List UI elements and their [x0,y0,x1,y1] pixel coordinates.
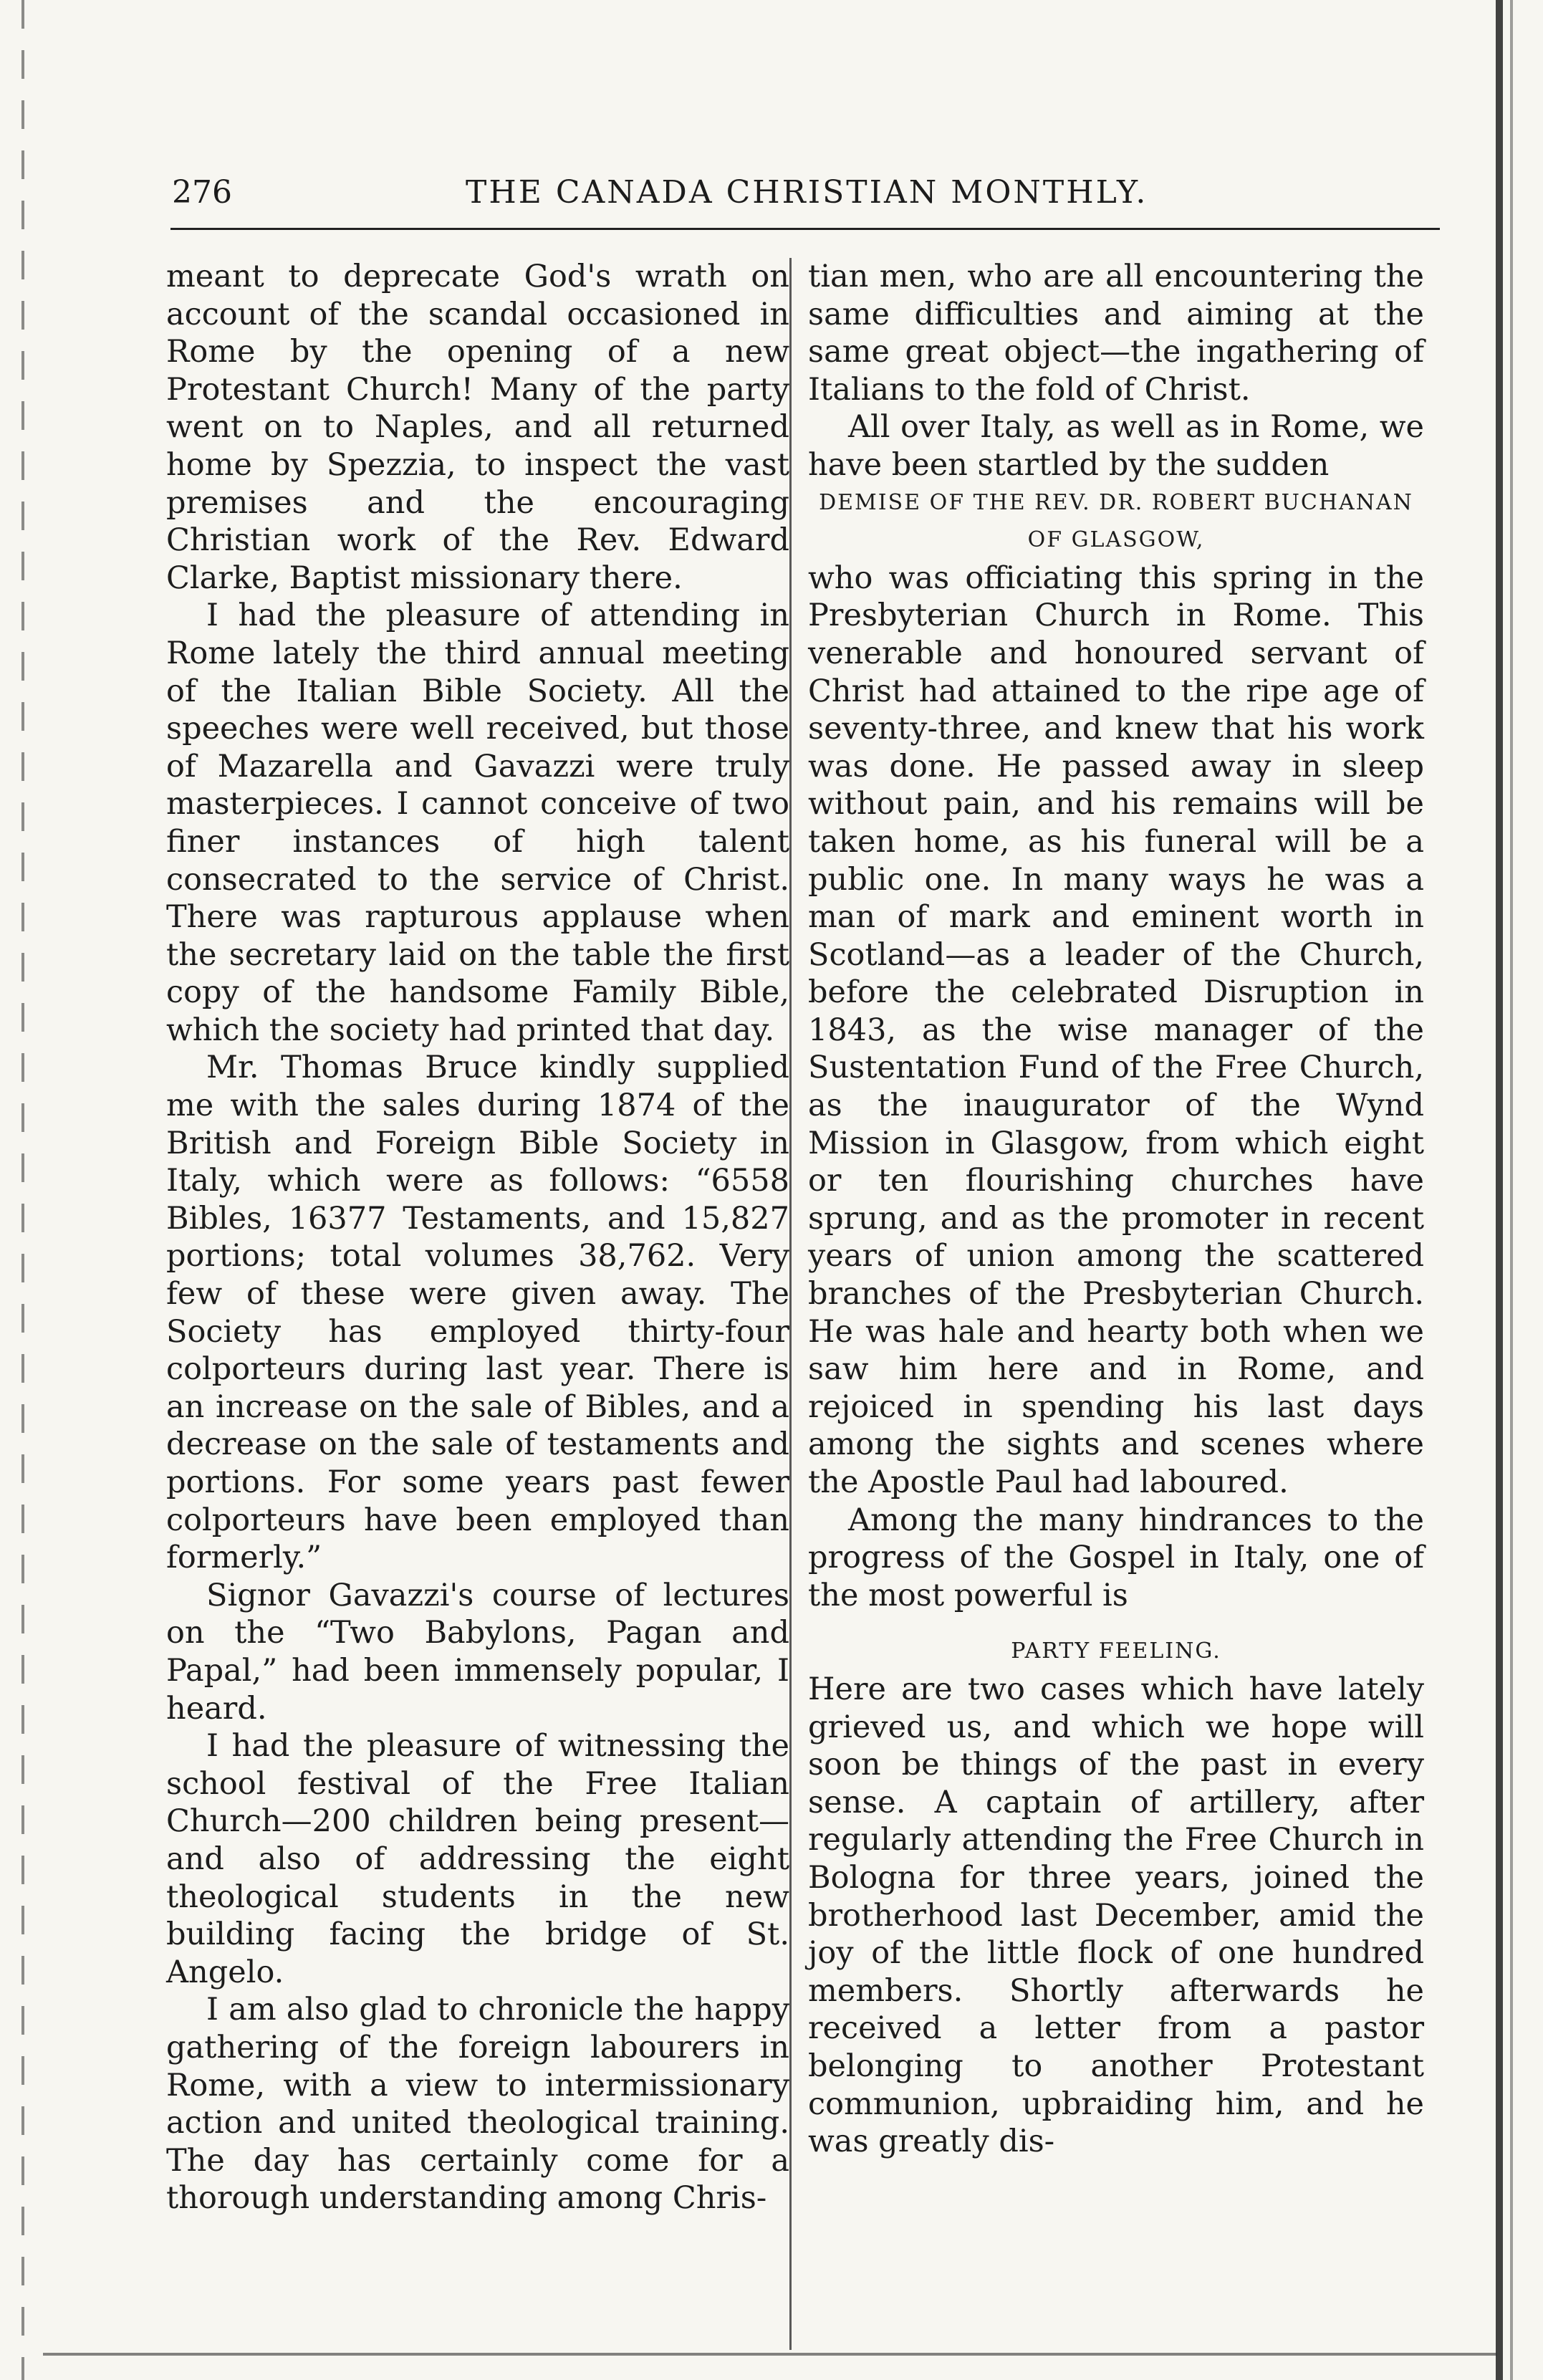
section-heading-line: OF GLASGOW, [1027,527,1205,553]
page-number: 276 [172,174,232,211]
page-header [172,174,1440,217]
paragraph: I am also glad to chronicle the happy gathering of the foreign labourers in Rome, with a view to intermissionary action and united theological training. The day has certainly come for a thorough understanding among Chris- [166,1992,789,2217]
section-heading-party-feeling: PARTY FEELING. [1011,1638,1221,1664]
scan-edge-bottom [43,2353,1497,2356]
scan-edge-left [21,0,24,2380]
right-column [808,258,1424,2161]
paragraph: I had the pleasure of attending in Rome lately the third annual meeting of the Italian Bible Society. All the speeches were well received, but those of Mazarella and Gavazzi were truly masterpieces. I cannot conceive of two finer instances of high talent consecrated to the service of Christ. There was rapturous applause when the secretary laid on the table the first copy of the handsome Family Bible, which the society had printed that day. [166,598,789,1048]
scan-edge-right [1496,0,1503,2380]
paragraph: Mr. Thomas Bruce kindly supplied me with the sales during 1874 of the British and Foreign Bible Society in Italy, which were as follows: “6558 Bibles, 16377 Testaments, and 15,827 portions; total volumes 38,762. Very few of these were given away. The Society has employed thirty-four colporteurs during last year. There is an increase on the sale of Bibles, and a decrease on the sale of testaments and portions. For some years past fewer colporteurs have been employed than formerly.” [166,1050,789,1576]
paragraph: meant to deprecate God's wrath on account of the scandal occasioned in Rome by the opening of a new Protestant Church! Many of the party went on to Naples, and all returned home by Spezzia, to inspect the vast premises and the encouraging Christian work of the Rev. Edward Clarke, Baptist missionary there. [166,259,789,596]
section-heading-buchanan [808,484,1424,560]
paragraph: who was officiating this spring in the Presbyterian Church in Rome. This venerable and honoured servant of Christ had attained to the ripe age of seventy-three, and knew that his work was done. He passed away in sleep without pain, and his remains will be taken home, as his funeral will be a public one. In many ways he was a man of mark and eminent worth in Scotland—as a leader of the Church, before the celebrated Disruption in 1843, as the wise manager of the Sustentation Fund of the Free Church, as the inaugurator of the Wynd Mission in Glasgow, from which eight or ten flourishing churches have sprung, and as the promoter in recent years of union among the scattered branches of the Presbyterian Church. He was hale and hearty both when we saw him here and in Rome, and rejoiced in spending his last days among the sights and scenes where the Apostle Paul had laboured. [808,560,1424,1500]
paragraph: Here are two cases which have lately grieved us, and which we hope will soon be things of the past in every sense. A captain of artillery, after regularly attending the Free Church in Bologna for three years, joined the brotherhood last December, amid the joy of the little flock of one hundred members. Shortly afterwards he received a letter from a pastor belonging to another Protestant communion, upbraiding him, and he was greatly dis- [808,1671,1424,2160]
paragraph: I had the pleasure of witnessing the school festival of the Free Italian Church—200 children being present—and also of addressing the eight theological students in the new building facing the bridge of St. Angelo. [166,1728,789,1990]
paragraph: tian men, who are all encountering the same difficulties and aiming at the same great object—the ingathering of Italians to the fold of Christ. [808,259,1424,408]
header-rule [170,228,1440,230]
paragraph: Among the many hindrances to the progress of the Gospel in Italy, one of the most powerful is [808,1502,1424,1613]
paragraph: Signor Gavazzi's course of lectures on the “Two Babylons, Pagan and Papal,” had been immensely popular, I heard. [166,1577,789,1727]
left-column [166,258,789,2217]
scan-edge-right-inner [1510,0,1513,2380]
running-head: THE CANADA CHRISTIAN MONTHLY. [466,174,1148,211]
paragraph: All over Italy, as well as in Rome, we have been startled by the sudden [808,409,1424,483]
section-heading-line: DEMISE OF THE REV. DR. ROBERT BUCHANAN [819,489,1413,515]
column-divider [789,258,792,2350]
